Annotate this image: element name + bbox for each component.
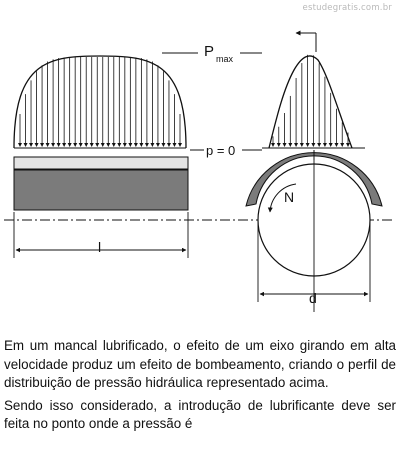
circumferential-pressure-arrows: [271, 55, 350, 147]
axial-pressure-arrow-head: [172, 143, 176, 147]
axial-pressure-arrow-head: [161, 143, 165, 147]
circumferential-pressure-arrow-head: [277, 143, 281, 147]
circumferential-pressure-arrow-head: [300, 143, 304, 147]
circumferential-pressure-profile: [269, 56, 352, 148]
axial-pressure-arrow-head: [145, 143, 149, 147]
axial-pressure-arrow-head: [128, 143, 132, 147]
axial-pressure-arrow-head: [150, 143, 154, 147]
circumferential-pressure-arrow-head: [283, 143, 287, 147]
question-paragraph-2: Sendo isso considerado, a introdução de lubrificante deve ser feita no ponto onde a pressão é: [4, 397, 396, 432]
axial-pressure-arrow-head: [24, 143, 28, 147]
axial-pressure-arrow-head: [139, 143, 143, 147]
circumferential-pressure-arrow-head: [340, 143, 344, 147]
question-text: [4, 337, 396, 438]
circumferential-pressure-arrow-head: [288, 143, 292, 147]
axial-pressure-arrow-head: [40, 143, 44, 147]
watermark: estudegratis.com.br: [302, 3, 392, 13]
axial-pressure-arrow-head: [73, 143, 77, 147]
circumferential-pressure-arrow-head: [323, 143, 327, 147]
rotation-label: N: [284, 189, 295, 205]
axial-pressure-arrow-head: [46, 143, 50, 147]
circumferential-pressure-arrow-head: [311, 143, 315, 147]
length-label: l: [98, 239, 102, 255]
axial-pressure-arrow-head: [57, 143, 61, 147]
axial-pressure-profile: [14, 56, 186, 148]
p-max-subscript: max: [216, 54, 234, 64]
axial-pressure-arrow-head: [68, 143, 72, 147]
axial-pressure-arrow-head: [90, 143, 94, 147]
bushing-top-layer: [14, 157, 188, 169]
axial-pressure-arrow-head: [29, 143, 33, 147]
shaft-side-view: [14, 170, 188, 210]
axial-pressure-arrow-head: [95, 143, 99, 147]
axial-pressure-arrow-head: [178, 143, 182, 147]
axial-pressure-arrow-head: [18, 143, 22, 147]
axial-pressure-arrow-head: [106, 143, 110, 147]
axial-pressure-arrow-head: [84, 143, 88, 147]
question-paragraph-1: Em um mancal lubrificado, o efeito de um eixo girando em alta velocidade produz um efeito de bombeamento, criando o perfil de distribuição de pressão hidráulica representado acima.: [4, 338, 396, 391]
p-zero-label: p = 0: [206, 143, 236, 158]
axial-pressure-arrows: [18, 57, 182, 147]
circumferential-pressure-arrow-head: [294, 143, 298, 147]
circumferential-pressure-arrow-head: [334, 143, 338, 147]
circumferential-pressure-arrow-head: [306, 143, 310, 147]
axial-pressure-arrow-head: [51, 143, 55, 147]
circumferential-pressure-arrow-head: [317, 143, 321, 147]
axial-pressure-arrow-head: [79, 143, 83, 147]
diameter-label: d: [309, 290, 317, 306]
axial-pressure-arrow-head: [134, 143, 138, 147]
circumferential-pressure-arrow-head: [329, 143, 333, 147]
circumferential-pressure-arrow-head: [271, 143, 275, 147]
circumferential-pressure-arrow-head: [346, 143, 350, 147]
axial-pressure-arrow-head: [123, 143, 127, 147]
axial-pressure-arrow-head: [101, 143, 105, 147]
p-max-label: P: [204, 43, 215, 60]
axial-pressure-arrow-head: [35, 143, 39, 147]
axial-pressure-arrow-head: [156, 143, 160, 147]
axial-pressure-arrow-head: [117, 143, 121, 147]
axial-pressure-arrow-head: [167, 143, 171, 147]
axial-pressure-arrow-head: [62, 143, 66, 147]
axial-pressure-arrow-head: [112, 143, 116, 147]
